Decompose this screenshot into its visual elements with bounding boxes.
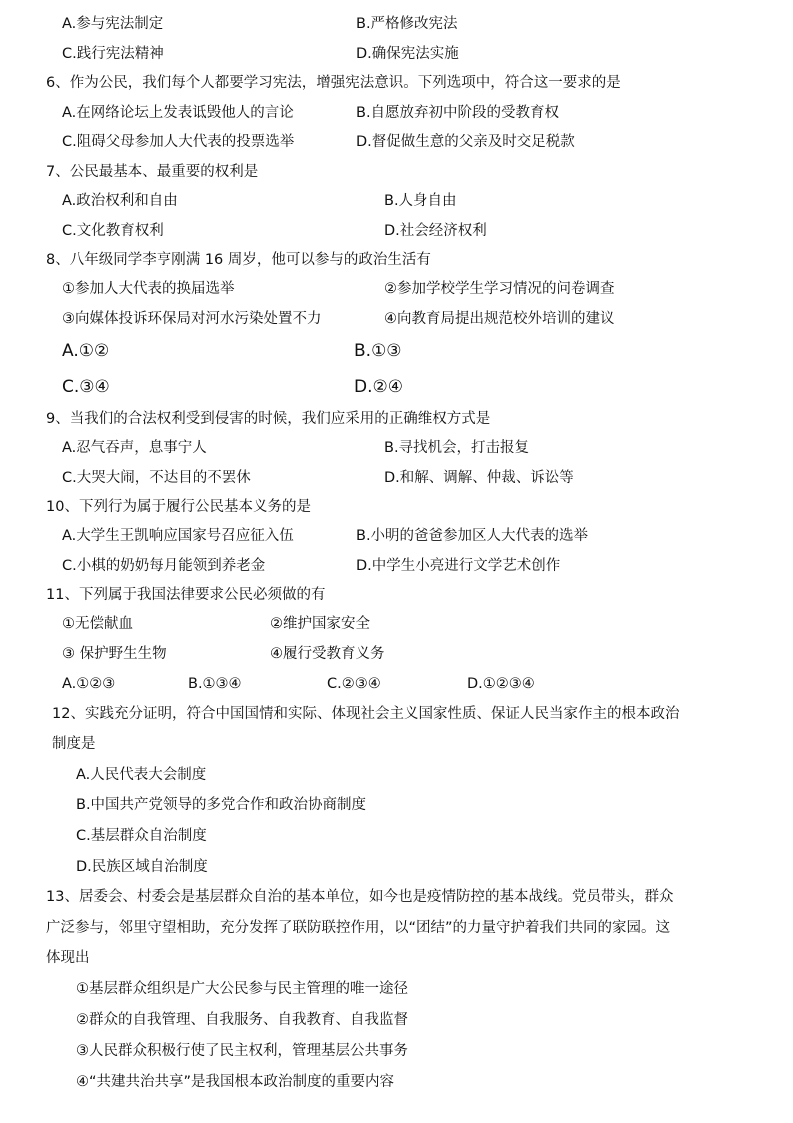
question-stem-continued: 制度是 [52, 736, 96, 752]
option-a: A.①②③ [62, 676, 116, 692]
statement-item: ②群众的自我管理、自我服务、自我教育、自我监督 [76, 1012, 408, 1028]
option-b: B.①③ [354, 341, 402, 361]
option-c: C.②③④ [327, 676, 381, 692]
option-b: B.严格修改宪法 [356, 16, 458, 32]
option-d: D.②④ [354, 377, 403, 397]
option-d: D.确保宪法实施 [356, 46, 459, 62]
statement-item: ④履行受教育义务 [270, 646, 385, 662]
question-stem: 12、实践充分证明，符合中国国情和实际、体现社会主义国家性质、保证人民当家作主的根本政治 [52, 706, 680, 722]
question-stem: 6、作为公民，我们每个人都要学习宪法，增强宪法意识。下列选项中，符合这一要求的是 [46, 75, 621, 91]
option-a: A.政治权利和自由 [62, 193, 178, 209]
option-d: D.社会经济权利 [384, 223, 487, 239]
option-b: B.人身自由 [384, 193, 457, 209]
statement-item: ②维护国家安全 [270, 616, 370, 632]
option-d: D.中学生小亮进行文学艺术创作 [356, 558, 561, 574]
option-b: B.自愿放弃初中阶段的受教育权 [356, 105, 560, 121]
question-stem: 8、八年级同学李亨刚满 16 周岁，他可以参与的政治生活有 [46, 252, 431, 268]
option-d: D.民族区域自治制度 [76, 859, 208, 875]
option-a: A.大学生王凯响应国家号召应征入伍 [62, 528, 294, 544]
statement-item: ①无偿献血 [62, 616, 133, 632]
statement-item: ③ 保护野生生物 [62, 646, 167, 662]
option-d: D.①②③④ [467, 676, 535, 692]
statement-item: ③人民群众积极行使了民主权利，管理基层公共事务 [76, 1043, 408, 1059]
option-c: C.基层群众自治制度 [76, 828, 207, 844]
option-c: C.阻碍父母参加人大代表的投票选举 [62, 134, 295, 150]
statement-item: ③向媒体投诉环保局对河水污染处置不力 [62, 311, 322, 327]
question-stem: 13、居委会、村委会是基层群众自治的基本单位，如今也是疫情防控的基本战线。党员带头，群众 [46, 889, 674, 905]
question-stem: 7、公民最基本、最重要的权利是 [46, 164, 259, 180]
question-stem: 10、下列行为属于履行公民基本义务的是 [46, 499, 311, 515]
option-d: D.督促做生意的父亲及时交足税款 [356, 134, 575, 150]
option-a: A.人民代表大会制度 [76, 767, 207, 783]
option-d: D.和解、调解、仲裁、诉讼等 [384, 470, 574, 486]
option-a: A.参与宪法制定 [62, 16, 164, 32]
option-c: C.大哭大闹，不达目的不罢休 [62, 470, 251, 486]
option-b: B.小明的爸爸参加区人大代表的选举 [356, 528, 589, 544]
statement-item: ④“共建共治共享”是我国根本政治制度的重要内容 [76, 1074, 395, 1090]
question-stem-continued: 广泛参与，邻里守望相助，充分发挥了联防联控作用，以“团结”的力量守护着我们共同的家园。这 [46, 920, 671, 936]
question-stem: 11、下列属于我国法律要求公民必须做的有 [46, 587, 326, 603]
question-stem: 9、当我们的合法权利受到侵害的时候，我们应采用的正确维权方式是 [46, 411, 491, 427]
question-stem-continued: 体现出 [46, 950, 90, 966]
option-c: C.践行宪法精神 [62, 46, 164, 62]
option-b: B.中国共产党领导的多党合作和政治协商制度 [76, 797, 367, 813]
option-b: B.①③④ [188, 676, 242, 692]
option-c: C.文化教育权利 [62, 223, 164, 239]
option-b: B.寻找机会，打击报复 [384, 440, 530, 456]
option-c: C.小棋的奶奶每月能领到养老金 [62, 558, 266, 574]
option-a: A.①② [62, 341, 110, 361]
statement-item: ①参加人大代表的换届选举 [62, 281, 235, 297]
statement-item: ④向教育局提出规范校外培训的建议 [384, 311, 615, 327]
statement-item: ②参加学校学生学习情况的问卷调查 [384, 281, 615, 297]
option-a: A.忍气吞声，息事宁人 [62, 440, 207, 456]
option-a: A.在网络论坛上发表诋毁他人的言论 [62, 105, 294, 121]
option-c: C.③④ [62, 377, 110, 397]
statement-item: ①基层群众组织是广大公民参与民主管理的唯一途径 [76, 981, 408, 997]
